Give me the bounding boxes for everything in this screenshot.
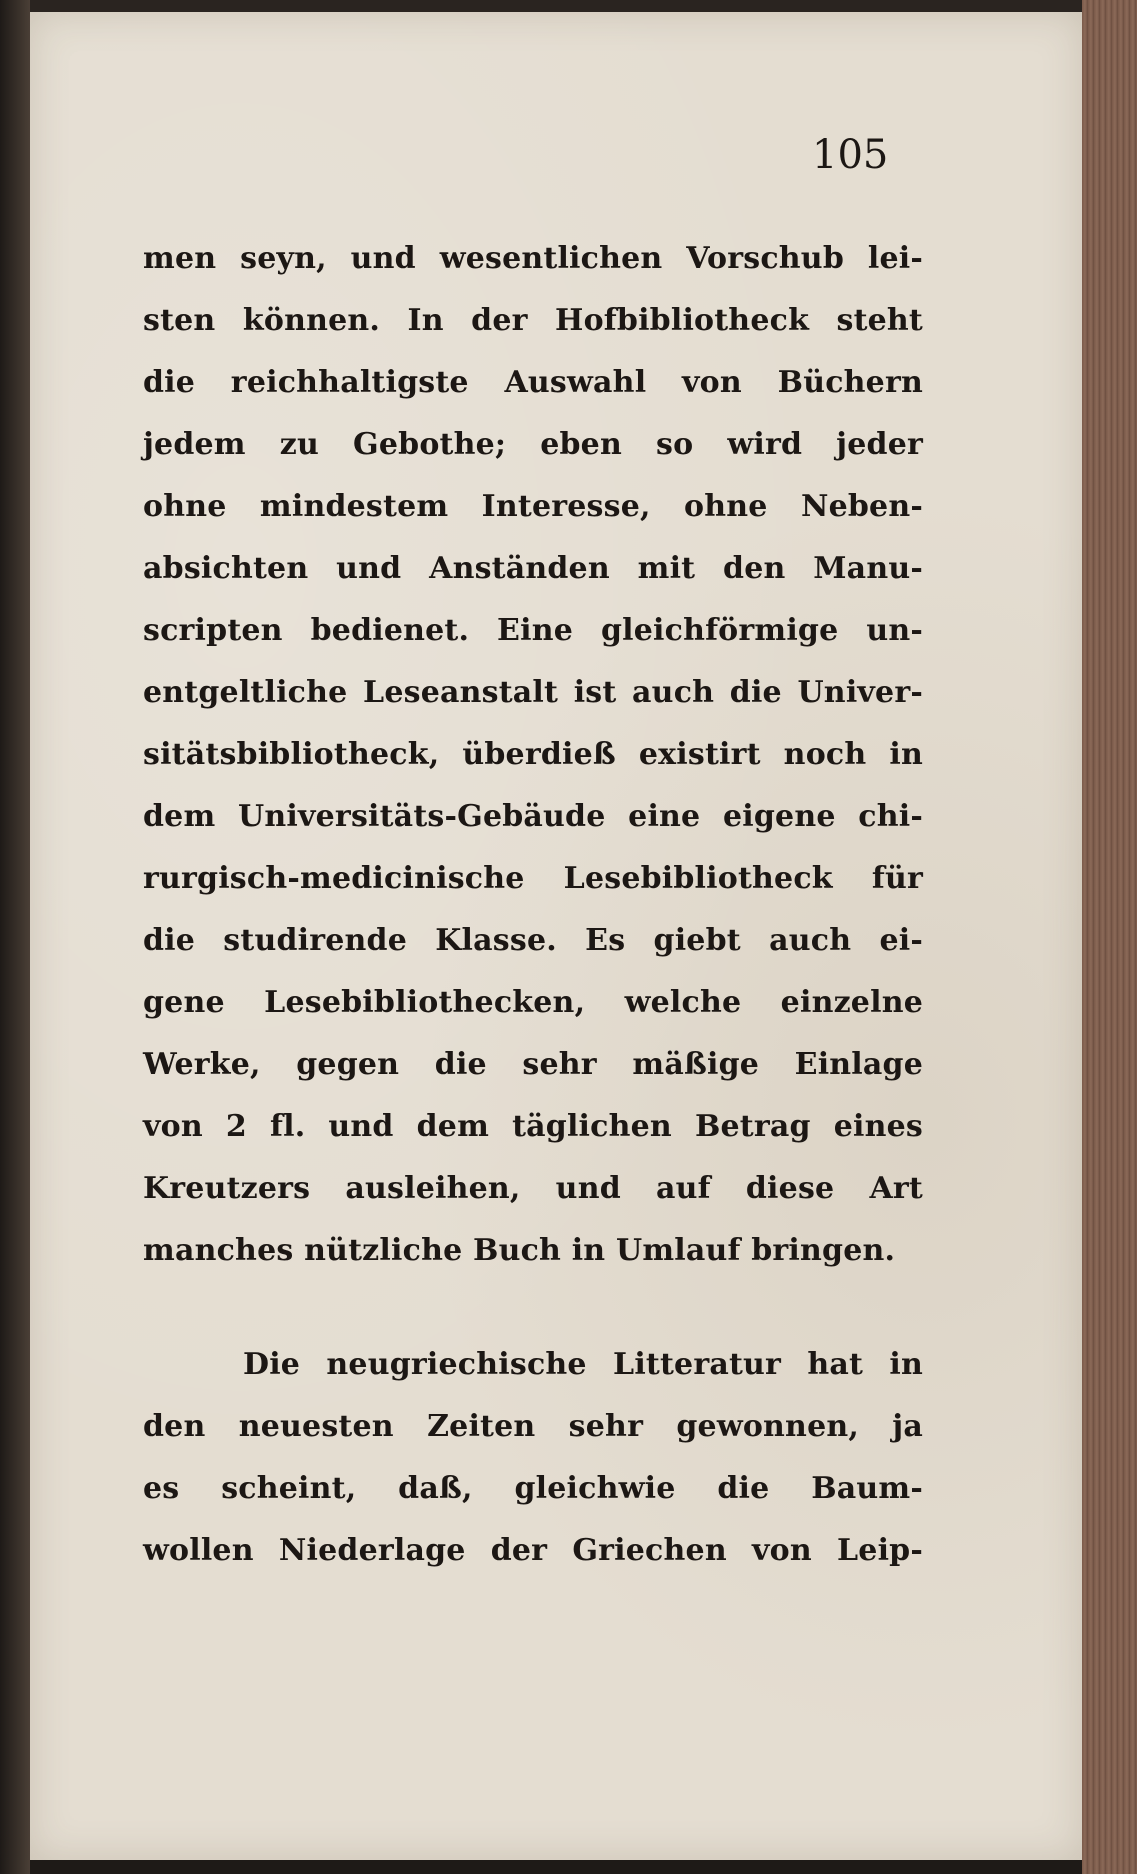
page-number: 105 [812, 132, 889, 178]
text-line: scripten bedienet. Eine gleichförmige un- [143, 613, 923, 648]
text-line: ohne mindestem Interesse, ohne Neben- [143, 489, 923, 524]
text-line: gene Lesebibliothecken, welche einzelne [143, 985, 923, 1020]
text-line: Kreutzers ausleihen, und auf diese Art [143, 1171, 923, 1206]
text-line: men seyn, und wesentlichen Vorschub lei- [143, 241, 923, 276]
text-line: manches nützliche Buch in Umlauf bringen. [143, 1233, 896, 1268]
text-line: jedem zu Gebothe; eben so wird jeder [143, 427, 923, 462]
text-line: dem Universitäts-Gebäude eine eigene chi- [143, 799, 923, 834]
text-line: es scheint, daß, gleichwie die Baum- [143, 1471, 923, 1506]
text-line: die studirende Klasse. Es giebt auch ei- [143, 923, 923, 958]
text-line: die reichhaltigste Auswahl von Büchern [143, 365, 923, 400]
text-line: den neuesten Zeiten sehr gewonnen, ja [143, 1409, 923, 1444]
text-line: entgeltliche Leseanstalt ist auch die Univer- [143, 675, 923, 710]
text-line: absichten und Anständen mit den Manu- [143, 551, 923, 586]
text-line: Werke, gegen die sehr mäßige Einlage [143, 1047, 923, 1082]
paragraph-2 [143, 1334, 923, 1582]
page-stack-edge [1082, 0, 1137, 1874]
text-line: von 2 fl. und dem täglichen Betrag eines [143, 1109, 923, 1144]
bottom-edge [30, 1860, 1082, 1874]
book-gutter [0, 0, 30, 1874]
text-line: wollen Niederlage der Griechen von Leip- [143, 1533, 923, 1568]
text-line: sitätsbibliotheck, überdieß existirt noch in [143, 737, 923, 772]
text-line: sten können. In der Hofbibliotheck steht [143, 303, 923, 338]
paragraph-gap [143, 1282, 923, 1334]
body-text [143, 228, 923, 1582]
text-line: rurgisch-medicinische Lesebibliotheck für [143, 861, 923, 896]
paragraph-1 [143, 228, 923, 1282]
text-line: Die neugriechische Litteratur hat in [243, 1347, 923, 1382]
